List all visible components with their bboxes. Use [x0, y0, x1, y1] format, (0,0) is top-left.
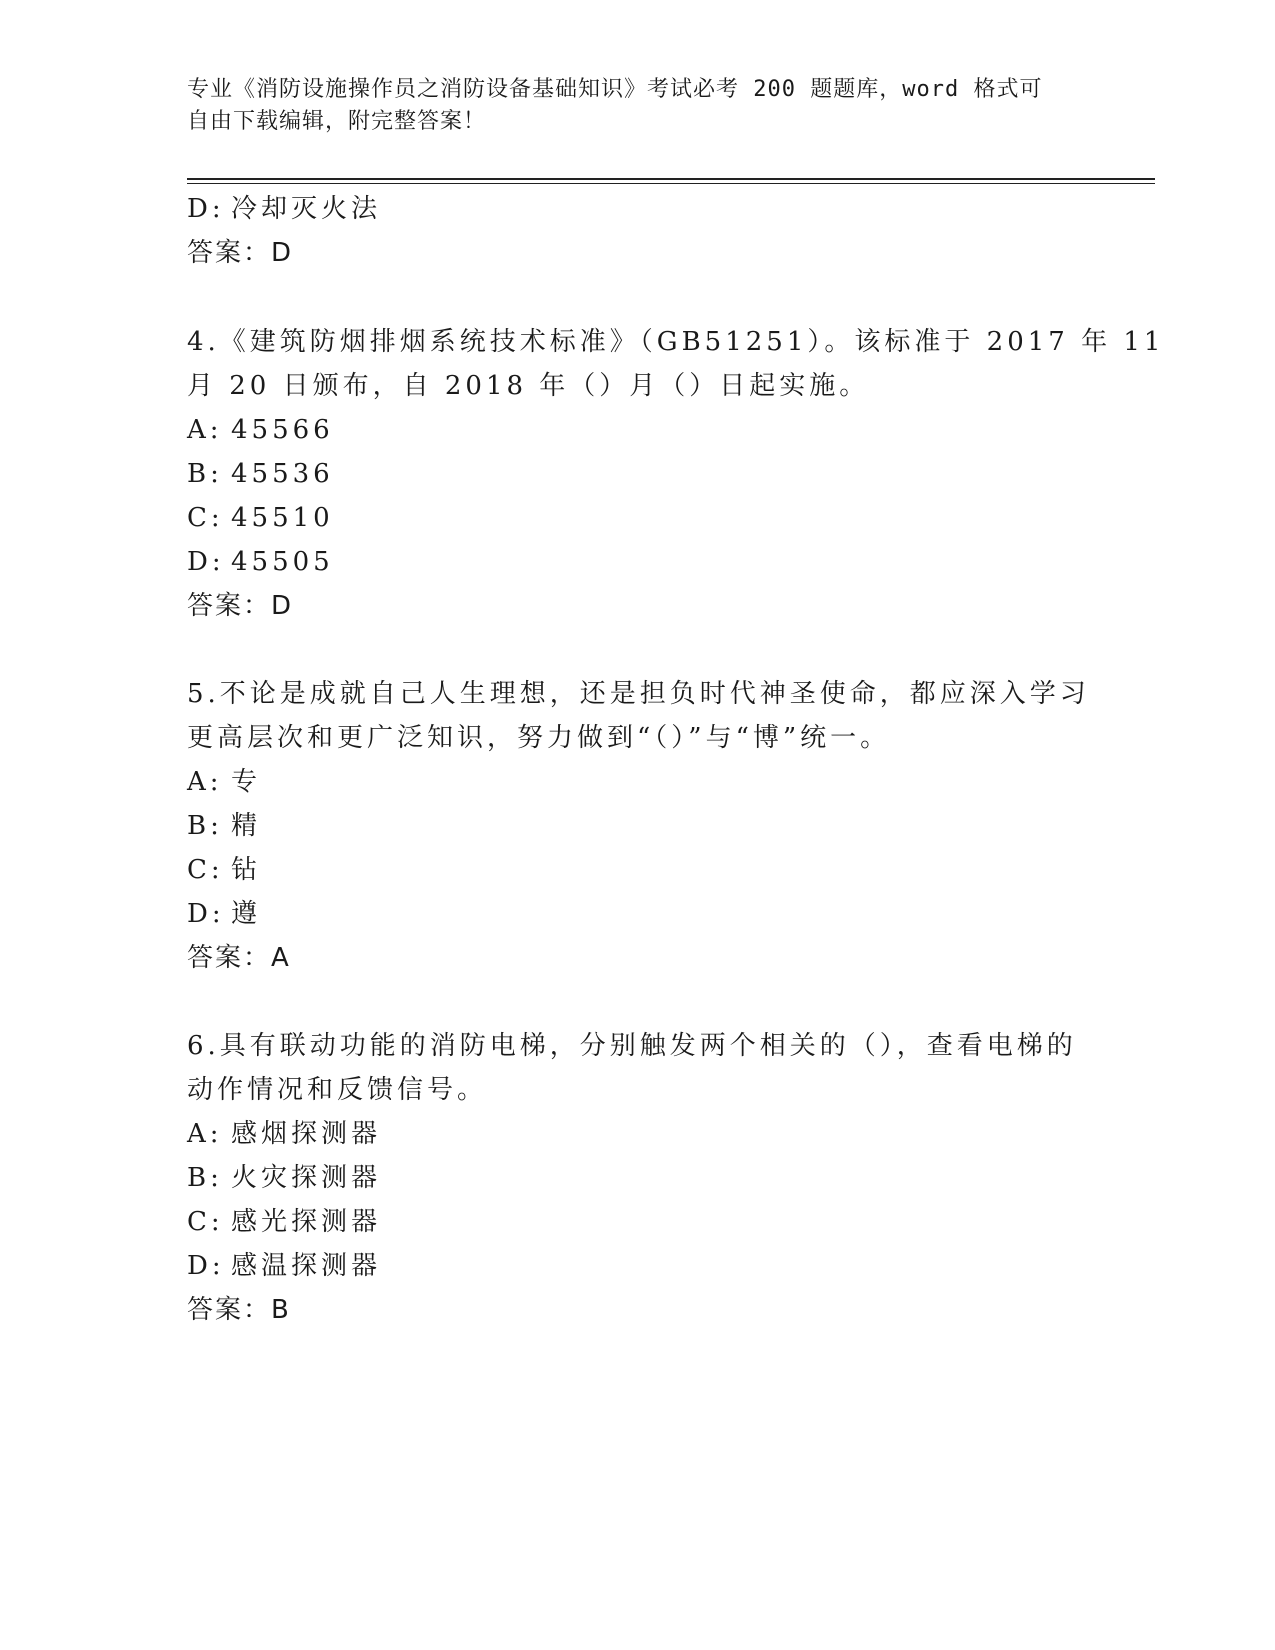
q6-option-b — [187, 1161, 381, 1195]
option-key: D: — [187, 1251, 225, 1281]
q5-stem-line-2: 更高层次和更广泛知识，努力做到“（）”与“博”统一。 — [187, 723, 891, 753]
q4-answer: 答案：D — [187, 591, 294, 621]
option-text: 感温探测器 — [231, 1251, 382, 1281]
option-text: 45510 — [231, 503, 334, 533]
document-header — [187, 74, 1067, 138]
prev-answer: 答案：D — [187, 238, 294, 268]
q6-stem-line-2: 动作情况和反馈信号。 — [187, 1075, 488, 1105]
option-text: 45566 — [231, 415, 334, 445]
option-key: D: — [187, 547, 225, 577]
q5-option-c — [187, 853, 261, 887]
q4-option-b — [187, 457, 334, 491]
q4-stem-line-1: 4.《建筑防烟排烟系统技术标准》（GB51251）。该标准于 2017 年 11 — [187, 327, 1165, 357]
option-text: 45536 — [231, 459, 334, 489]
q6-option-d — [187, 1249, 381, 1283]
q6-option-a — [187, 1117, 381, 1151]
option-key: A: — [187, 415, 223, 445]
option-text: 冷却灭火法 — [231, 194, 382, 224]
q5-option-b — [187, 809, 261, 843]
q6-option-c — [187, 1205, 381, 1239]
option-key: C: — [187, 503, 224, 533]
q4-option-a — [187, 413, 334, 447]
option-text: 火灾探测器 — [231, 1163, 382, 1193]
option-text: 感光探测器 — [231, 1207, 382, 1237]
option-key: A: — [187, 767, 223, 797]
header-rule-bottom — [187, 183, 1155, 184]
option-key: A: — [187, 1119, 223, 1149]
option-key: D: — [187, 194, 225, 224]
option-key: D: — [187, 899, 225, 929]
q5-option-d — [187, 897, 261, 931]
q5-option-a — [187, 765, 261, 799]
q5-answer: 答案：A — [187, 943, 291, 973]
prev-option-d — [187, 192, 381, 226]
q5-stem-line-1: 5.不论是成就自己人生理想，还是担负时代神圣使命，都应深入学习 — [187, 679, 1090, 709]
q4-stem-line-2: 月 20 日颁布，自 2018 年（）月（）日起实施。 — [187, 371, 870, 401]
option-text: 遵 — [231, 899, 262, 929]
q6-answer: 答案：B — [187, 1295, 291, 1325]
q6-stem-line-1: 6.具有联动功能的消防电梯，分别触发两个相关的（），查看电梯的 — [187, 1031, 1077, 1061]
option-key: C: — [187, 855, 224, 885]
header-line-2: 自由下载编辑，附完整答案！ — [187, 109, 487, 134]
header-line-1: 专业《消防设施操作员之消防设备基础知识》考试必考 200 题题库，word 格式可 — [187, 77, 1043, 102]
option-text: 45505 — [231, 547, 334, 577]
option-text: 感烟探测器 — [231, 1119, 382, 1149]
option-text: 专 — [231, 767, 262, 797]
header-rule-top — [187, 178, 1155, 180]
q4-option-c — [187, 501, 334, 535]
option-key: C: — [187, 1207, 224, 1237]
option-text: 钻 — [231, 855, 262, 885]
option-text: 精 — [231, 811, 262, 841]
q4-option-d — [187, 545, 334, 579]
option-key: B: — [187, 459, 223, 489]
option-key: B: — [187, 1163, 223, 1193]
option-key: B: — [187, 811, 223, 841]
